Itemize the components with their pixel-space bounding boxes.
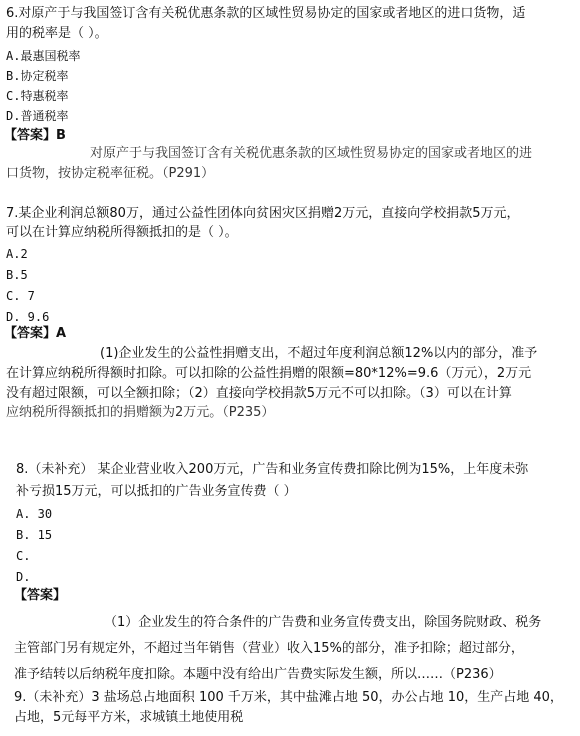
q9-stem-line1: 9.（未补充）3 盐场总占地面积 100 千万米，其中盐滩占地 50，办公占地 10，生产占地 40，	[14, 690, 563, 705]
q7-option-a: A.2	[6, 247, 28, 261]
q6-explanation-line2: 口货物，按协定税率征税。（P291）	[6, 166, 215, 181]
q8-option-b: B. 15	[16, 528, 53, 542]
q8-explanation-line3: 准予结转以后纳税年度扣除。本题中没有给出广告费实际发生额，所以……（P236）	[14, 667, 502, 682]
q6-explanation-line1: 对原产于与我国签订含有关税优惠条款的区域性贸易协定的国家或者地区的进	[90, 146, 533, 161]
q6-option-b: B.协定税率	[6, 69, 69, 83]
q7-option-b: B.5	[6, 268, 28, 282]
q6-answer: 【答案】B	[4, 128, 66, 143]
q7-explanation-line1: (1)企业发生的公益性捐赠支出，不超过年度利润总额12%以内的部分，准予	[100, 346, 538, 361]
q6-option-c: C.特惠税率	[6, 89, 69, 103]
q7-stem-line2: 可以在计算应纳税所得额抵扣的是（ ）。	[6, 225, 238, 240]
q7-explanation-line2: 在计算应纳税所得额时扣除。可以扣除的公益性捐赠的限额=80*12%=9.6（万元），2万元	[6, 366, 532, 381]
q6-option-a: A.最惠国税率	[6, 49, 81, 63]
q7-explanation-line4: 应纳税所得额抵扣的捐赠额为2万元。（P235）	[6, 405, 275, 420]
q6-stem-line1: 6.对原产于与我国签订含有关税优惠条款的区域性贸易协定的国家或者地区的进口货物，适	[6, 6, 526, 21]
q9-stem-line2: 占地，5元每平方米，求城镇土地使用税	[14, 710, 244, 725]
q8-option-d: D.	[16, 570, 31, 584]
q7-answer: 【答案】A	[4, 326, 67, 341]
q8-stem-line2: 补亏损15万元，可以抵扣的广告业务宣传费（ ）	[16, 484, 297, 499]
q8-answer: 【答案】	[14, 588, 67, 603]
q7-stem-line1: 7.某企业利润总额80万，通过公益性团体向贫困灾区捐赠2万元，直接向学校捐款5万元，	[6, 206, 520, 221]
q8-explanation-line2: 主管部门另有规定外，不超过当年销售（营业）收入15%的部分，准予扣除；超过部分，	[14, 641, 524, 656]
q8-option-c: C.	[16, 549, 31, 563]
q8-option-a: A. 30	[16, 507, 53, 521]
q6-option-d: D.普通税率	[6, 109, 69, 123]
q6-stem-line2: 用的税率是（ ）。	[6, 26, 108, 41]
q7-option-c: C. 7	[6, 289, 35, 303]
q7-option-d: D. 9.6	[6, 310, 50, 324]
q7-explanation-line3: 没有超过限额，可以全额扣除；（2）直接向学校捐款5万元不可以扣除。（3）可以在计算	[6, 386, 512, 401]
q8-explanation-line1: （1）企业发生的符合条件的广告费和业务宣传费支出，除国务院财政、税务	[104, 615, 542, 630]
q8-stem-line1: 8.（未补充） 某企业营业收入200万元，广告和业务宣传费扣除比例为15%，上年度未弥	[16, 462, 529, 477]
